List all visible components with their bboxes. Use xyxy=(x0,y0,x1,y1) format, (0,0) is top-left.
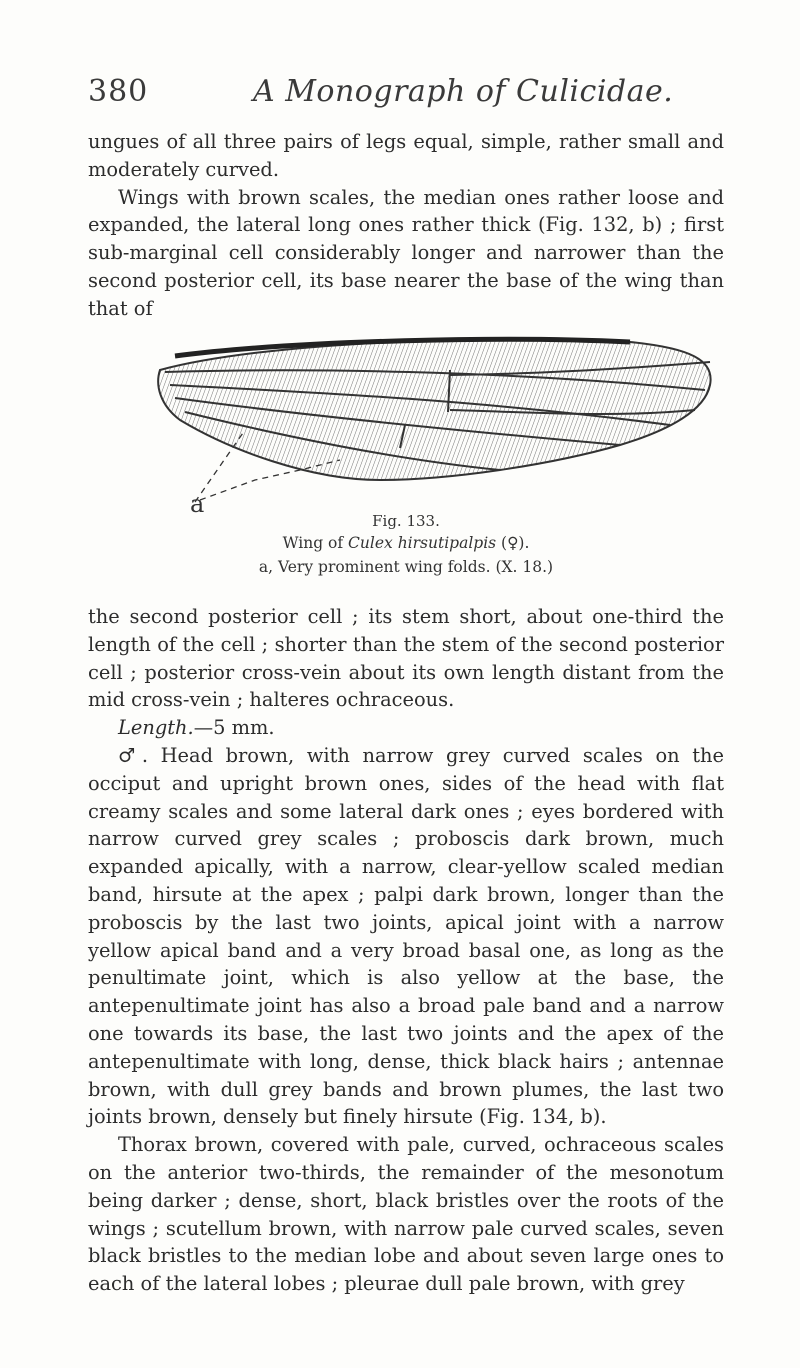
running-head: A Monograph of Culicidae. xyxy=(253,74,674,109)
paragraph-male-head: ♂. Head brown, with narrow grey curved scales on the occiput and upright brown ones, sides of the head with flat creamy scales and some lateral dark ones ; eyes bordered with narrow curved grey scales ; proboscis dark brown, much expanded apically, with a narrow, clear-yellow scaled median band, hirsute at the apex ; palpi dark brown, longer than the proboscis by the last two joints, apical joint with a narrow yellow apical band and a very broad basal one, as long as the penultimate joint, which is also yellow at the base, the antepenultimate joint has also a broad pale band and a narrow one towards its base, the last two joints and the apex of the antepenultimate with long, dense, thick black hairs ; antennae brown, with dull grey bands and brown plumes, the last two joints brown, densely but finely hirsute (Fig. 134, b). xyxy=(88,743,724,1129)
page-header xyxy=(88,74,712,124)
wing-figure xyxy=(150,330,720,520)
paragraph-ungues: ungues of all three pairs of legs equal, simple, rather small and moderately curved. xyxy=(88,130,724,181)
wing-illustration xyxy=(150,330,720,520)
paragraph-second-posterior: the second posterior cell ; its stem short, about one-third the length of the cell ; shorter than the stem of the second posterior cell ; posterior cross-vein about its own length distant from the mid cross-vein ; halteres ochraceous. xyxy=(88,605,724,712)
figure-note: a, Very prominent wing folds. (X. 18.) xyxy=(258,558,554,576)
paragraph-thorax: Thorax brown, covered with pale, curved, ochraceous scales on the anterior two-thirds, the remainder of the mesonotum being darker ; dense, short, black bristles over the roots of the wings ; scutellum brown, with narrow pale curved scales, seven black bristles to the median lobe and about seven large ones to each of the lateral lobes ; pleurae dull pale brown, with grey xyxy=(88,1133,724,1296)
figure-caption xyxy=(88,534,724,552)
length-value: —5 mm. xyxy=(193,716,275,740)
length-lead: Length. xyxy=(118,716,194,740)
caption-suffix: (♀). xyxy=(496,534,530,552)
caption-species: Culex hirsutipalpis xyxy=(348,534,497,552)
wing-outline xyxy=(158,339,710,480)
paragraph-length xyxy=(88,714,724,742)
bottom-text xyxy=(88,603,724,1298)
page-number: 380 xyxy=(88,74,149,109)
paragraph-wings: Wings with brown scales, the median ones rather loose and expanded, the lateral long ones rather thick (Fig. 132, b) ; first sub-marginal cell considerably longer and narrower than the second posterior cell, its base nearer the base of the wing than that of xyxy=(88,185,724,320)
figure-label: Fig. 133. xyxy=(372,512,440,530)
fold-marker: a xyxy=(190,490,205,518)
caption-prefix: Wing of xyxy=(282,534,349,552)
top-text xyxy=(88,128,724,323)
